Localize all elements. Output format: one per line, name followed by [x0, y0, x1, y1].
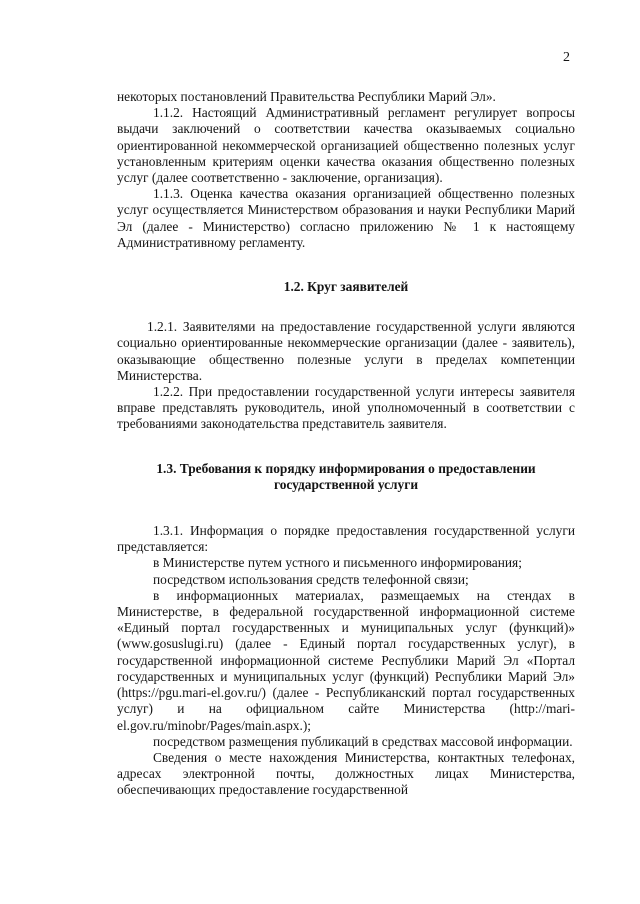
paragraph: в информационных материалах, размещаемых на стендах в Министерстве, в федеральной государственной информационной системе «Единый портал государственных и муниципальных услуг (функций)» (www.gosuslugi.ru) (далее - Единый портал государственных услуг), в государственной информационной системе Республики Марий Эл «Портал государственных и муниципальных услуг (функций) Республики Марий Эл» (https://pgu.mari-el.gov.ru/) (далее - Республиканский портал государственных услуг) и на официальном сайте Министерства (http://mari-el.gov.ru/minobr/Pages/main.aspx.); — [117, 587, 575, 733]
paragraph: 1.2.2. При предоставлении государственной услуги интересы заявителя вправе представлять руководитель, иной уполномоченный в соответствии с требованиями законодательства представитель заявителя. — [117, 384, 575, 432]
paragraph: в Министерстве путем устного и письменного информирования; — [153, 555, 522, 571]
section-heading-line: государственной услуги — [273, 476, 419, 492]
paragraph: 1.1.2. Настоящий Административный регламент регулирует вопросы выдачи заключений о соответствии качества оказываемых социально ориентированной некоммерческой организацией общественно полезных услуг установленным критериям оценки качества оказания общественно полезных услуг (далее соответственно - заключение, организация). — [117, 105, 575, 186]
section-heading-line: 1.3. Требования к порядку информирования о предоставлении — [156, 460, 536, 476]
paragraph: Сведения о месте нахождения Министерства, контактных телефонах, адресах электронной почты, должностных лицах Министерства, обеспечивающих предоставление государственной — [117, 749, 575, 798]
paragraph: некоторых постановлений Правительства Республики Марий Эл». — [117, 89, 496, 104]
paragraph: посредством размещения публикаций в средствах массовой информации. — [153, 733, 573, 749]
paragraph: посредством использования средств телефонной связи; — [153, 571, 469, 587]
paragraph: 1.1.3. Оценка качества оказания организацией общественно полезных услуг осуществляется Министерством образования и науки Республики Марий Эл (далее - Министерство) согласно приложению № 1 к настоящему Административному регламенту. — [117, 186, 575, 250]
section-heading — [117, 461, 575, 493]
section-heading: 1.2. Круг заявителей — [283, 279, 409, 295]
document-body — [117, 89, 575, 799]
page-number: 2 — [563, 50, 570, 65]
paragraph: 1.3.1. Информация о порядке предоставления государственной услуги представляется: — [117, 523, 575, 555]
paragraph: 1.2.1. Заявителями на предоставление государственной услуги являются социально ориентированные некоммерческие организации (далее - заявитель), оказывающие общественно полезные услуги в пределах компетенции Министерства. — [117, 319, 575, 383]
